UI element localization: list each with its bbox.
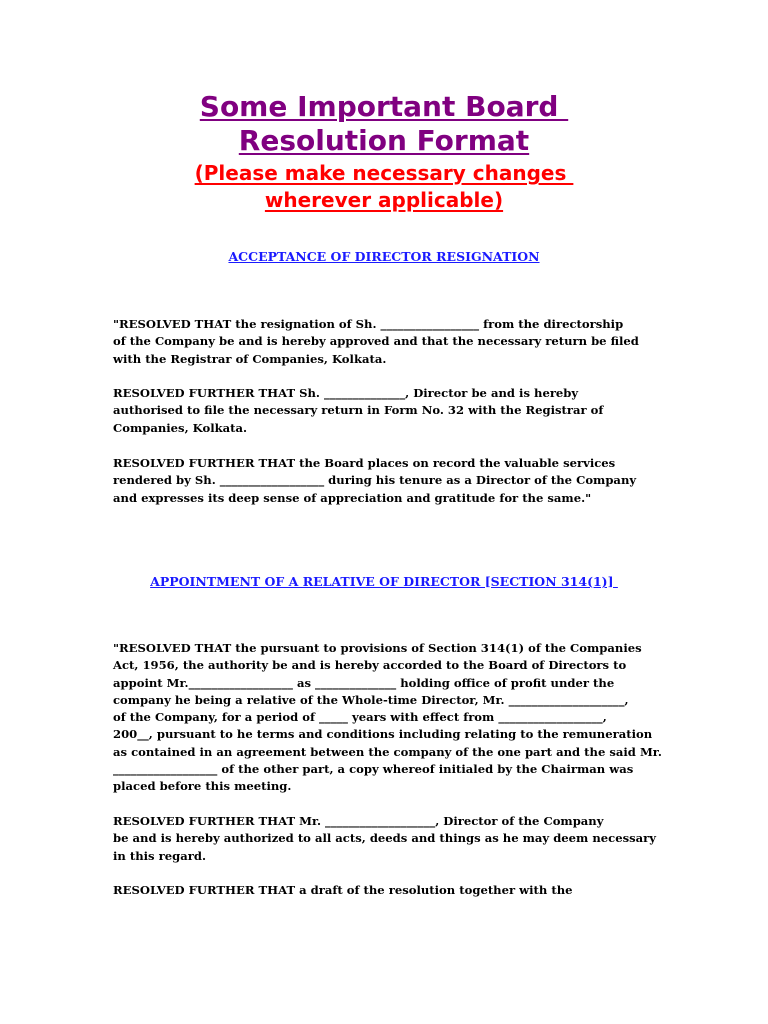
paragraph-line: of the Company, for a period of _____ years with effect from __________________,	[113, 710, 607, 725]
paragraph-line: company he being a relative of the Whole-time Director, Mr. ____________________,	[113, 692, 629, 707]
paragraph-line: RESOLVED FURTHER THAT the Board places on record the valuable services	[113, 456, 616, 470]
paragraph-line: __________________ of the other part, a copy whereof initialed by the Chairman was	[113, 762, 634, 777]
paragraph-line: Companies, Kolkata.	[113, 420, 248, 435]
section-heading-director-resignation: ACCEPTANCE OF DIRECTOR RESIGNATION	[228, 249, 540, 264]
resolution-paragraph	[113, 813, 657, 865]
paragraph-line: "RESOLVED THAT the pursuant to provisions of Section 314(1) of the Companies	[113, 641, 642, 655]
resolution-paragraph	[113, 455, 653, 507]
resolution-paragraph	[113, 882, 653, 899]
paragraph-line: and expresses its deep sense of appreciation and gratitude for the same."	[113, 490, 592, 505]
paragraph-line: with the Registrar of Companies, Kolkata.	[113, 351, 387, 366]
paragraph-line: "RESOLVED THAT the resignation of Sh. _________________ from the directorship	[113, 317, 624, 331]
document-title-line-2: Resolution Format	[238, 124, 530, 157]
paragraph-line: placed before this meeting.	[113, 779, 292, 794]
document-title-line-1: Some Important Board	[199, 90, 569, 123]
document-subtitle-line-1: (Please make necessary changes	[194, 161, 574, 185]
resolution-paragraph	[113, 316, 653, 368]
paragraph-line: RESOLVED FURTHER THAT Mr. ___________________, Director of the Company	[113, 814, 604, 828]
paragraph-line: of the Company be and is hereby approved and that the necessary return be filed	[113, 334, 639, 349]
resolution-paragraph	[113, 640, 662, 796]
paragraph-line: 200__, pursuant to he terms and conditions including relating to the remuneration	[113, 727, 653, 742]
paragraph-line: Act, 1956, the authority be and is hereby accorded to the Board of Directors to	[113, 658, 627, 673]
paragraph-line: appoint Mr.__________________ as ______________ holding office of profit under the	[113, 675, 615, 690]
resolution-paragraph	[113, 385, 653, 437]
paragraph-line: RESOLVED FURTHER THAT a draft of the resolution together with the	[113, 883, 573, 897]
paragraph-line: rendered by Sh. __________________ during his tenure as a Director of the Company	[113, 473, 637, 488]
paragraph-line: authorised to file the necessary return in Form No. 32 with the Registrar of	[113, 403, 604, 418]
document-subtitle-line-2: wherever applicable)	[264, 188, 504, 212]
paragraph-line: be and is hereby authorized to all acts, deeds and things as he may deem necessary	[113, 831, 657, 846]
section-heading-relative-appointment: APPOINTMENT OF A RELATIVE OF DIRECTOR [SECTION 314(1)]	[150, 574, 618, 589]
paragraph-line: as contained in an agreement between the company of the one part and the said Mr.	[113, 744, 662, 759]
paragraph-line: RESOLVED FURTHER THAT Sh. ______________, Director be and is hereby	[113, 386, 579, 400]
paragraph-line: in this regard.	[113, 848, 206, 863]
